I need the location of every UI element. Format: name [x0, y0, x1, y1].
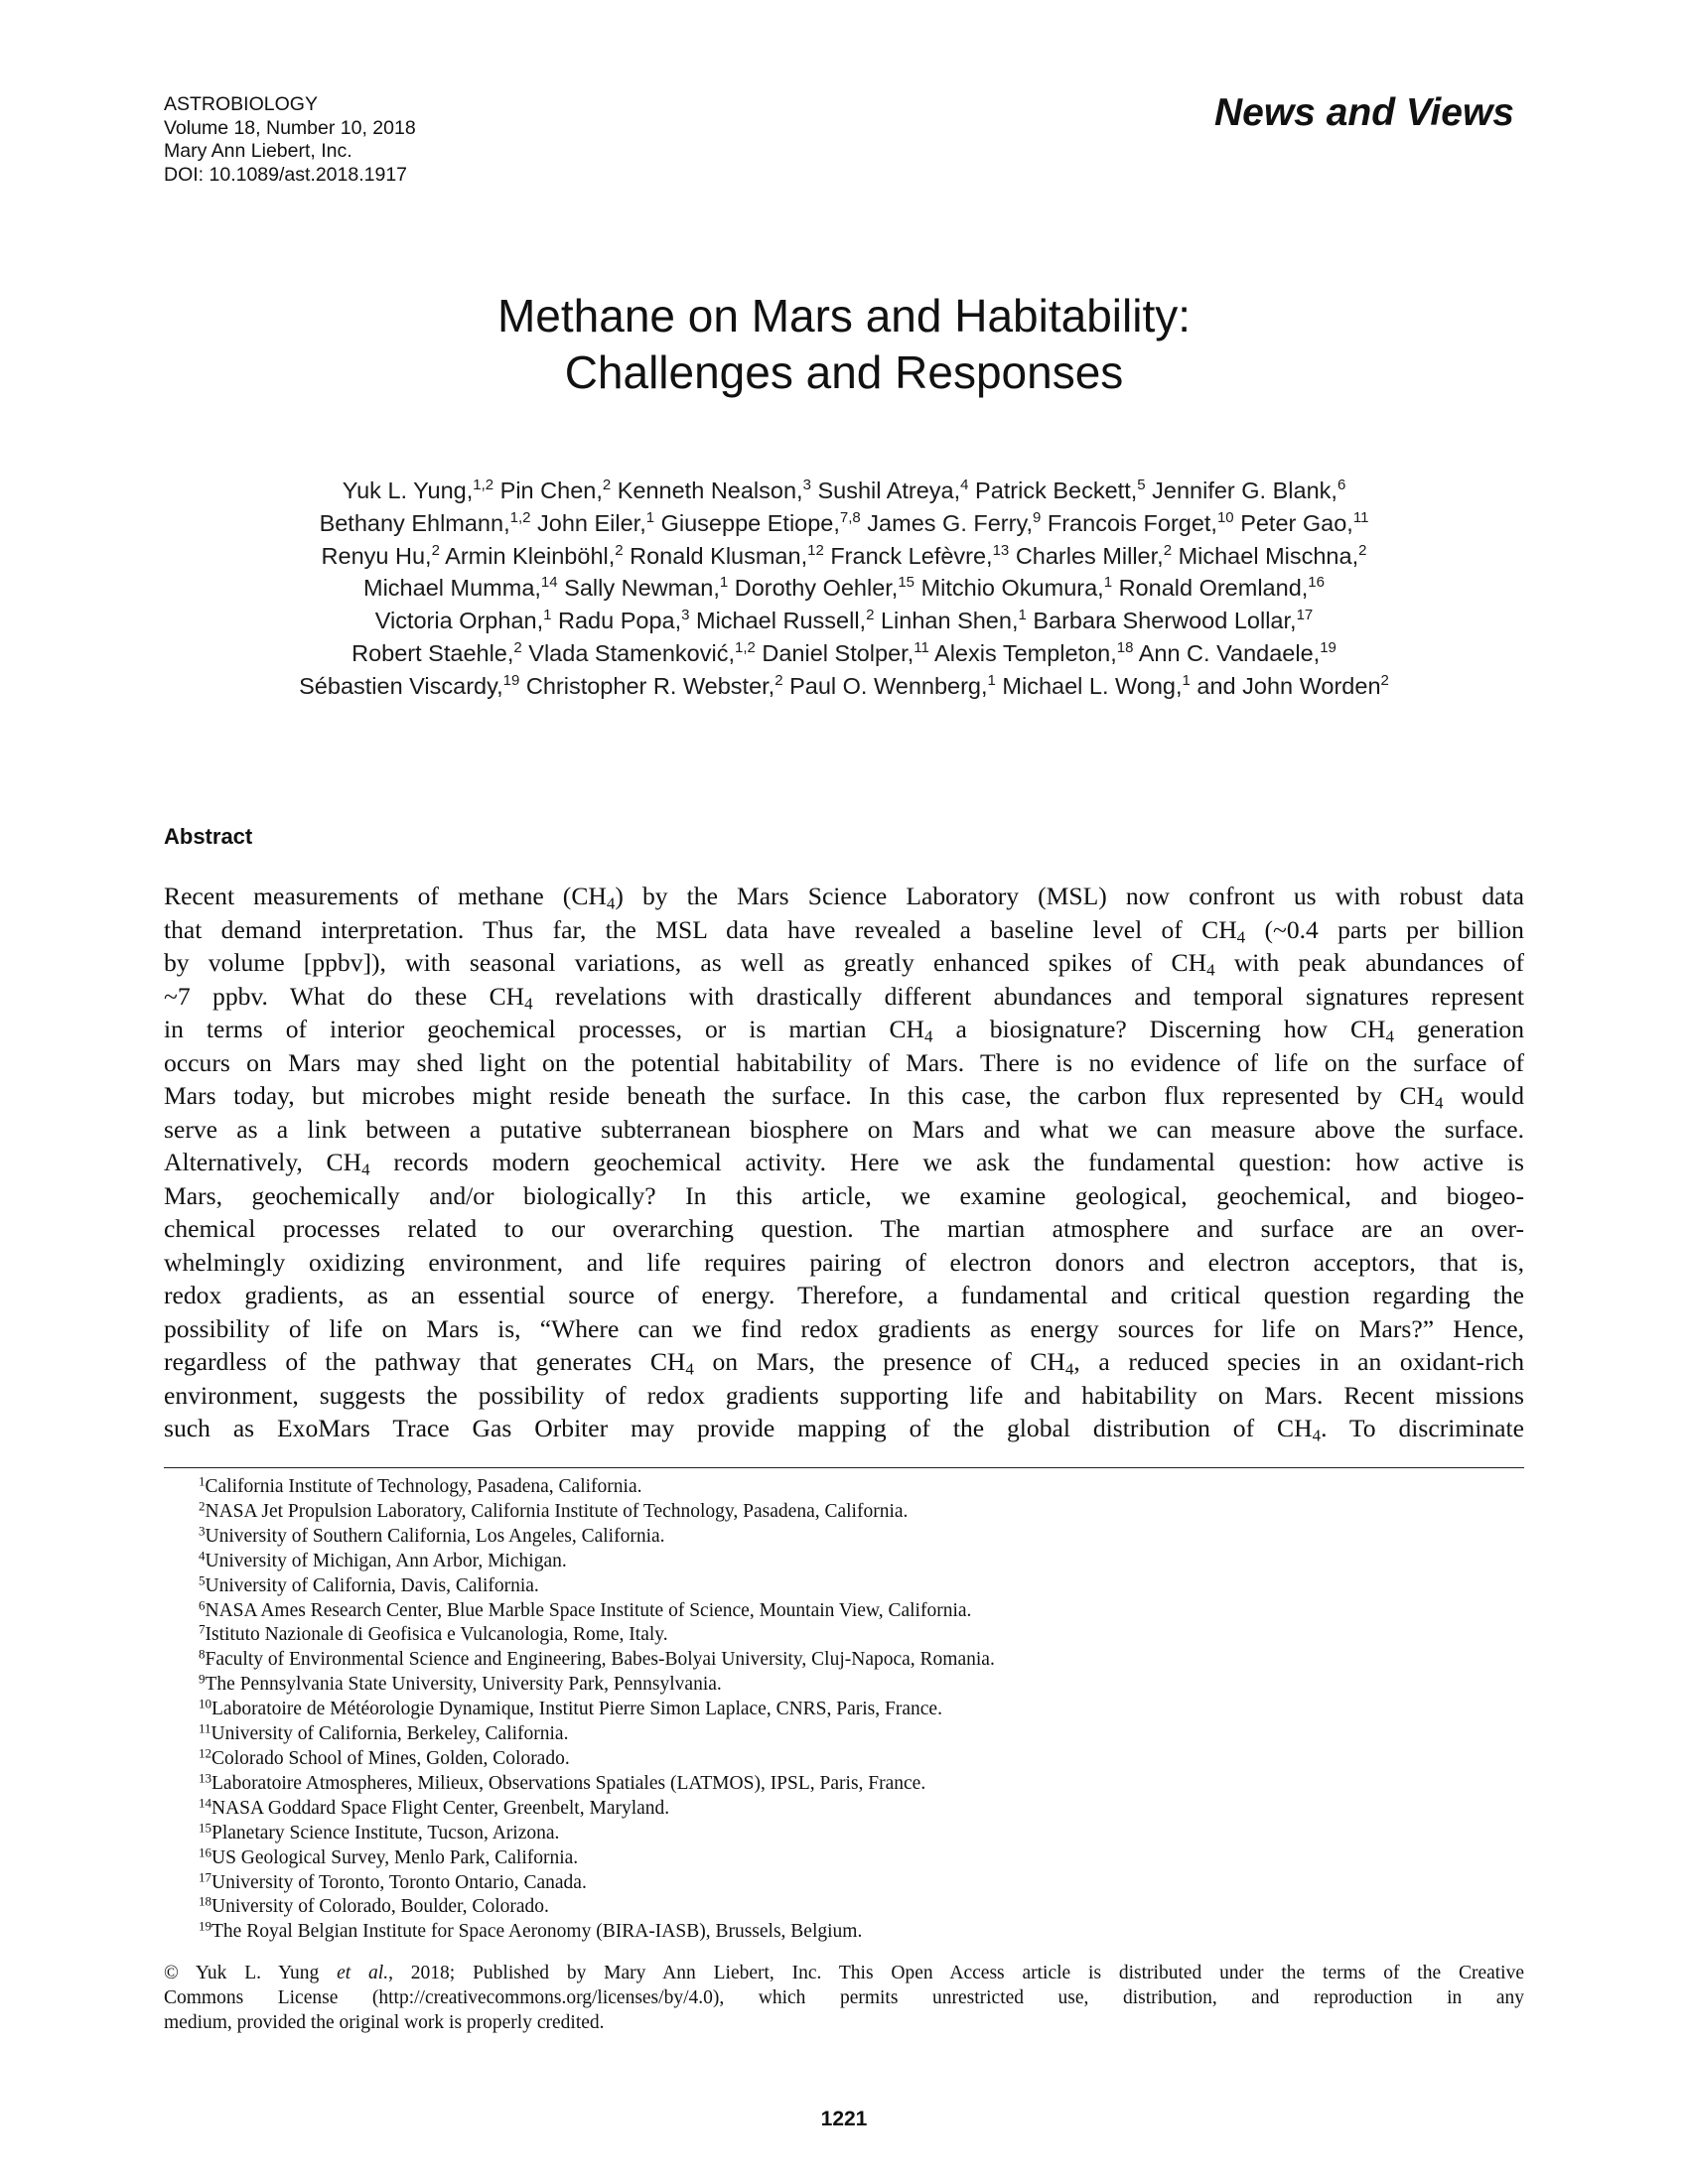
abstract-line — [164, 913, 1524, 947]
abstract-line — [164, 946, 1524, 980]
author — [1048, 510, 1234, 536]
author-line — [149, 572, 1539, 605]
author-name: Robert Staehle, — [352, 639, 514, 666]
author — [1002, 673, 1190, 699]
abstract-line — [164, 980, 1524, 1014]
affiliation-item — [199, 1698, 995, 1722]
abstract-text: Recent measurements of methane (CH — [164, 882, 607, 910]
author — [934, 640, 1133, 666]
author — [343, 478, 493, 503]
affiliation-item — [199, 1920, 995, 1945]
author-affiliation-ref: 18 — [1116, 638, 1134, 656]
subscript: 4 — [361, 1160, 370, 1179]
affiliation-number: 19 — [199, 1918, 211, 1934]
author — [1240, 510, 1368, 536]
author-list — [149, 475, 1539, 703]
subscript: 4 — [1206, 960, 1215, 980]
author-name: Mitchio Okumura, — [920, 575, 1104, 602]
abstract-text: environment, suggests the possibility of redox gradients supporting life and habitability on Mars. Recent missions — [164, 1380, 1524, 1410]
author-name: Alexis Templeton, — [934, 639, 1117, 666]
abstract-text: chemical processes related to our overarching question. The martian atmosphere and surface are an over- — [164, 1214, 1524, 1243]
subscript: 4 — [606, 893, 616, 913]
author — [526, 673, 783, 699]
author-affiliation-ref: 1 — [719, 574, 729, 592]
abstract-heading: Abstract — [164, 824, 253, 849]
abstract-text: Mars today, but microbes might reside beneath the surface. In this case, the carbon flux represented by CH — [164, 1081, 1436, 1110]
affiliation-item — [199, 1574, 995, 1599]
author — [735, 575, 914, 601]
author — [762, 640, 928, 666]
author-affiliation-ref: 2 — [774, 671, 783, 689]
author-name: Ann C. Vandaele, — [1138, 639, 1321, 666]
abstract-text: possibility of life on Mars is, “Where can we find redox gradients as energy sources for life on Mars?” Hence, — [164, 1313, 1524, 1343]
affiliation-item — [199, 1648, 995, 1673]
abstract-line — [164, 1113, 1524, 1147]
title-line-1: Methane on Mars and Habitability: — [496, 290, 1192, 341]
author — [500, 478, 612, 503]
license-etal: et al. — [337, 1963, 389, 1983]
author-name: and John Worden — [1196, 672, 1381, 699]
affiliation-number: 15 — [199, 1820, 211, 1836]
author-affiliation-ref: 1 — [987, 671, 996, 689]
affiliation-number: 12 — [199, 1745, 211, 1761]
journal-volume: Volume 18, Number 10, 2018 — [164, 116, 416, 139]
author-affiliation-ref: 3 — [681, 607, 690, 624]
abstract-text: ~7 ppbv. What do these CH — [164, 981, 525, 1011]
abstract-text: would — [1443, 1081, 1524, 1110]
license-line-1 — [164, 1962, 1524, 1986]
author — [322, 543, 440, 569]
author-affiliation-ref: 2 — [513, 638, 522, 656]
abstract-text: generation — [1394, 1015, 1524, 1043]
subscript: 4 — [1312, 1426, 1322, 1445]
author — [1196, 673, 1388, 699]
journal-name: ASTROBIOLOGY — [164, 93, 318, 115]
abstract-text: Mars, geochemically and/or biologically? In this article, we examine geological, geochemical, and biogeo- — [164, 1180, 1524, 1210]
author — [1179, 543, 1367, 569]
affiliation-text: Laboratoire de Météorologie Dynamique, Institut Pierre Simon Laplace, CNRS, Paris, France. — [211, 1699, 942, 1720]
affiliation-text: Planetary Science Institute, Tucson, Arizona. — [211, 1822, 560, 1843]
author-name: Linhan Shen, — [880, 608, 1019, 634]
license-line-1-rest: , 2018; Published by Mary Ann Liebert, Inc. This Open Access article is distributed under the terms of the Creative — [388, 1963, 1524, 1983]
author-name: Bethany Ehlmann, — [319, 509, 510, 536]
affiliation-item — [199, 1846, 995, 1871]
author-affiliation-ref: 11 — [1352, 508, 1369, 526]
author — [352, 640, 522, 666]
affiliation-item — [199, 1500, 995, 1525]
author-name: Sushil Atreya, — [817, 478, 961, 503]
author-line — [149, 507, 1539, 540]
author — [363, 575, 558, 601]
affiliation-text: University of California, Berkeley, California. — [211, 1723, 569, 1745]
author-affiliation-ref: 2 — [1358, 541, 1367, 559]
affiliation-text: The Royal Belgian Institute for Space Aeronomy (BIRA-IASB), Brussels, Belgium. — [211, 1921, 863, 1943]
abstract-text: ) by the Mars Science Laboratory (MSL) now confront us with robust data — [615, 882, 1524, 910]
author-affiliation-ref: 1,2 — [509, 508, 531, 526]
author-affiliation-ref: 4 — [960, 477, 969, 493]
abstract-text: Alternatively, CH — [164, 1148, 362, 1176]
author-affiliation-ref: 6 — [1336, 477, 1346, 493]
author-name: Sébastien Viscardy, — [299, 672, 503, 699]
affiliation-text: US Geological Survey, Menlo Park, California. — [211, 1846, 579, 1868]
abstract-text: revelations with drastically different abundances and temporal signatures represent — [532, 981, 1524, 1011]
affiliation-number: 18 — [199, 1893, 211, 1909]
affiliation-item — [199, 1772, 995, 1797]
abstract-text: , a reduced species in an oxidant-rich — [1073, 1347, 1524, 1376]
author — [975, 478, 1146, 503]
author-affiliation-ref: 2 — [615, 541, 624, 559]
author-affiliation-ref: 2 — [1380, 671, 1389, 689]
affiliation-text: University of California, Davis, California. — [205, 1574, 539, 1596]
journal-doi: DOI: 10.1089/ast.2018.1917 — [164, 163, 408, 186]
affiliation-number: 9 — [199, 1671, 206, 1687]
affiliation-item — [199, 1822, 995, 1846]
affiliation-number: 10 — [199, 1696, 211, 1711]
affiliation-number: 11 — [199, 1720, 211, 1736]
affiliation-text: University of Colorado, Boulder, Colorado. — [211, 1896, 549, 1918]
author-name: Kenneth Nealson, — [617, 478, 803, 503]
license-line-2: Commons License (http://creativecommons.org/licenses/by/4.0), which permits unrestricted use, distribution, and reproduction in any — [164, 1986, 1524, 2008]
author-line — [149, 670, 1539, 703]
abstract-text: records modern geochemical activity. Here we ask the fundamental question: how active is — [369, 1148, 1525, 1176]
affiliation-number: 7 — [199, 1621, 206, 1637]
abstract-line — [164, 1345, 1524, 1379]
affiliation-item — [199, 1599, 995, 1624]
abstract-text: . To discriminate — [1321, 1414, 1524, 1442]
affiliation-item — [199, 1673, 995, 1698]
abstract-text: with peak abundances of — [1214, 948, 1524, 977]
subscript: 4 — [1236, 926, 1246, 946]
license-line-3: medium, provided the original work is properly credited. — [164, 2011, 605, 2033]
author — [817, 478, 968, 503]
author-name: Ronald Klusman, — [630, 542, 808, 569]
author-affiliation-ref: 16 — [1308, 574, 1325, 592]
author-affiliation-ref: 1,2 — [473, 477, 494, 493]
author — [445, 543, 623, 569]
author-name: Sally Newman, — [564, 575, 720, 602]
author-affiliation-ref: 3 — [802, 477, 811, 493]
author-affiliation-ref: 14 — [540, 574, 558, 592]
affiliation-text: Colorado School of Mines, Golden, Colorado. — [211, 1747, 570, 1769]
author — [881, 608, 1027, 633]
subscript: 4 — [1385, 1026, 1395, 1046]
page-number: 1221 — [820, 2108, 868, 2130]
footnote-divider — [164, 1467, 1524, 1468]
author — [537, 510, 654, 536]
affiliation-number: 5 — [199, 1572, 206, 1588]
affiliation-item — [199, 1797, 995, 1822]
author-name: Vlada Stamenković, — [528, 639, 735, 666]
author — [1119, 575, 1325, 601]
journal-info — [164, 93, 416, 187]
author-affiliation-ref: 5 — [1137, 477, 1146, 493]
author-name: Christopher R. Webster, — [525, 672, 775, 699]
author-affiliation-ref: 1 — [645, 508, 655, 526]
author — [1139, 640, 1336, 666]
author-affiliation-ref: 2 — [431, 541, 440, 559]
author — [630, 543, 824, 569]
affiliation-number: 6 — [199, 1597, 206, 1613]
affiliation-number: 2 — [199, 1498, 206, 1514]
author — [867, 510, 1041, 536]
section-label: News and Views — [1213, 91, 1514, 134]
author-name: James G. Ferry, — [867, 509, 1033, 536]
author-name: Radu Popa, — [558, 608, 682, 634]
author — [1033, 608, 1313, 633]
author — [789, 673, 996, 699]
abstract-line — [164, 1179, 1524, 1213]
affiliation-item — [199, 1550, 995, 1574]
author-name: Paul O. Wennberg, — [789, 672, 988, 699]
author-name: Renyu Hu, — [321, 542, 432, 569]
author-name: John Eiler, — [537, 509, 646, 536]
author-name: Patrick Beckett, — [975, 478, 1138, 503]
author-name: Jennifer G. Blank, — [1152, 478, 1337, 503]
affiliation-number: 16 — [199, 1844, 211, 1860]
affiliation-number: 14 — [199, 1795, 211, 1811]
abstract-text: regardless of the pathway that generates CH — [164, 1347, 686, 1376]
affiliation-text: University of Michigan, Ann Arbor, Michigan. — [205, 1550, 567, 1571]
affiliation-item — [199, 1871, 995, 1896]
author-name: Michael Mischna, — [1178, 542, 1359, 569]
author — [830, 543, 1009, 569]
author-affiliation-ref: 19 — [502, 671, 520, 689]
abstract-text: redox gradients, as an essential source of energy. Therefore, a fundamental and critical question regarding the — [164, 1281, 1524, 1309]
affiliations-list — [199, 1475, 995, 1945]
subscript: 4 — [524, 993, 533, 1013]
abstract-line — [164, 1046, 1524, 1080]
abstract-text: whelmingly oxidizing environment, and life requires pairing of electron donors and electron acceptors, that is, — [164, 1247, 1524, 1277]
author-name: Pin Chen, — [499, 478, 603, 503]
author-affiliation-ref: 17 — [1296, 607, 1314, 624]
author — [1152, 478, 1345, 503]
affiliation-item — [199, 1747, 995, 1772]
abstract-text: serve as a link between a putative subterranean biosphere on Mars and what we can measure above the surface. — [164, 1114, 1524, 1144]
affiliation-text: NASA Jet Propulsion Laboratory, California Institute of Technology, Pasadena, California. — [205, 1500, 909, 1522]
affiliation-text: University of Southern California, Los Angeles, California. — [205, 1525, 665, 1547]
affiliation-text: The Pennsylvania State University, University Park, Pennsylvania. — [205, 1674, 722, 1696]
affiliation-text: California Institute of Technology, Pasadena, California. — [205, 1476, 642, 1497]
affiliation-item — [199, 1623, 995, 1648]
subscript: 4 — [1435, 1093, 1444, 1113]
author-affiliation-ref: 2 — [602, 477, 612, 493]
affiliation-item — [199, 1895, 995, 1920]
abstract-line — [164, 880, 1524, 913]
abstract-line — [164, 1379, 1524, 1413]
author-line — [149, 540, 1539, 573]
affiliation-item — [199, 1525, 995, 1550]
journal-publisher: Mary Ann Liebert, Inc. — [164, 140, 352, 162]
abstract-text: on Mars, the presence of CH — [693, 1347, 1065, 1376]
affiliation-text: University of Toronto, Toronto Ontario, Canada. — [211, 1871, 587, 1893]
abstract-body — [164, 880, 1524, 1445]
author-name: Charles Miller, — [1015, 542, 1164, 569]
abstract-line — [164, 1013, 1524, 1046]
abstract-line — [164, 1079, 1524, 1113]
author-line — [149, 605, 1539, 637]
author-name: Dorothy Oehler, — [734, 575, 899, 602]
author-affiliation-ref: 1,2 — [734, 638, 756, 656]
abstract-text: (~0.4 parts per billion — [1245, 914, 1524, 944]
author-affiliation-ref: 7,8 — [839, 508, 861, 526]
author-name: Ronald Oremland, — [1118, 575, 1309, 602]
author — [528, 640, 756, 666]
author — [320, 510, 531, 536]
abstract-text: such as ExoMars Trace Gas Orbiter may provide mapping of the global distribution of CH — [164, 1414, 1313, 1442]
subscript: 4 — [924, 1026, 933, 1046]
author-name: Giuseppe Etiope, — [660, 509, 840, 536]
author-name: Michael L. Wong, — [1002, 672, 1183, 699]
affiliation-number: 3 — [199, 1523, 206, 1539]
article-title — [0, 288, 1688, 401]
author-affiliation-ref: 1 — [543, 607, 552, 624]
affiliation-item — [199, 1475, 995, 1500]
author — [618, 478, 811, 503]
abstract-text: a biosignature? Discerning how CH — [932, 1015, 1386, 1043]
affiliation-number: 13 — [199, 1770, 211, 1786]
affiliation-number: 8 — [199, 1646, 206, 1662]
author-affiliation-ref: 1 — [1018, 607, 1027, 624]
license-notice — [164, 1962, 1524, 2036]
abstract-text: in terms of interior geochemical processes, or is martian CH — [164, 1015, 925, 1043]
author-name: Michael Mumma, — [363, 575, 541, 602]
affiliation-text: Laboratoire Atmospheres, Milieux, Observations Spatiales (LATMOS), IPSL, Paris, France. — [211, 1772, 926, 1794]
subscript: 4 — [685, 1359, 694, 1379]
abstract-text: that demand interpretation. Thus far, the MSL data have revealed a baseline level of CH — [164, 914, 1237, 944]
abstract-text: by volume [ppbv]), with seasonal variations, as well as greatly enhanced spikes of CH — [164, 948, 1207, 977]
license-copyright: © Yuk L. Yung — [164, 1963, 338, 1983]
affiliation-text: Istituto Nazionale di Geofisica e Vulcanologia, Rome, Italy. — [205, 1624, 668, 1646]
author — [375, 608, 552, 633]
author-affiliation-ref: 15 — [898, 574, 915, 592]
author-affiliation-ref: 2 — [866, 607, 875, 624]
affiliation-number: 17 — [199, 1869, 211, 1884]
author-affiliation-ref: 12 — [807, 541, 824, 559]
author-affiliation-ref: 1 — [1103, 574, 1113, 592]
author-affiliation-ref: 2 — [1163, 541, 1173, 559]
abstract-line — [164, 1146, 1524, 1179]
author-name: Barbara Sherwood Lollar, — [1033, 608, 1297, 634]
author-affiliation-ref: 11 — [914, 638, 929, 656]
abstract-line — [164, 1412, 1524, 1445]
author-affiliation-ref: 9 — [1033, 508, 1042, 526]
author-affiliation-ref: 10 — [1216, 508, 1234, 526]
author — [299, 673, 519, 699]
author-name: Daniel Stolper, — [762, 639, 914, 666]
affiliation-number: 1 — [199, 1473, 206, 1489]
affiliation-number: 4 — [199, 1548, 206, 1564]
author-name: Yuk L. Yung, — [342, 478, 474, 503]
author-affiliation-ref: 19 — [1320, 638, 1336, 656]
abstract-line — [164, 1212, 1524, 1246]
abstract-text: occurs on Mars may shed light on the potential habitability of Mars. There is no evidence of life on the surface of — [164, 1047, 1524, 1077]
author-name: Francois Forget, — [1047, 509, 1217, 536]
subscript: 4 — [1064, 1359, 1074, 1379]
author-line — [149, 637, 1539, 670]
author — [661, 510, 861, 536]
author — [921, 575, 1112, 601]
abstract-line — [164, 1246, 1524, 1280]
author — [1016, 543, 1172, 569]
author — [564, 575, 728, 601]
author-affiliation-ref: 1 — [1182, 671, 1191, 689]
affiliation-text: Faculty of Environmental Science and Engineering, Babes-Bolyai University, Cluj-Napoca, Romania. — [205, 1649, 995, 1671]
author-line — [149, 475, 1539, 507]
abstract-line — [164, 1279, 1524, 1312]
author-affiliation-ref: 13 — [992, 541, 1010, 559]
title-line-2: Challenges and Responses — [564, 346, 1124, 398]
author — [696, 608, 874, 633]
affiliation-text: NASA Ames Research Center, Blue Marble Space Institute of Science, Mountain View, California. — [205, 1599, 972, 1621]
affiliation-item — [199, 1722, 995, 1747]
abstract-line — [164, 1312, 1524, 1346]
author-name: Victoria Orphan, — [374, 608, 544, 634]
affiliation-text: NASA Goddard Space Flight Center, Greenbelt, Maryland. — [211, 1797, 670, 1819]
author-name: Michael Russell, — [696, 608, 867, 634]
author-name: Franck Lefèvre, — [830, 542, 993, 569]
author-name: Peter Gao, — [1240, 509, 1353, 536]
author — [558, 608, 689, 633]
author-name: Armin Kleinböhl, — [445, 542, 616, 569]
